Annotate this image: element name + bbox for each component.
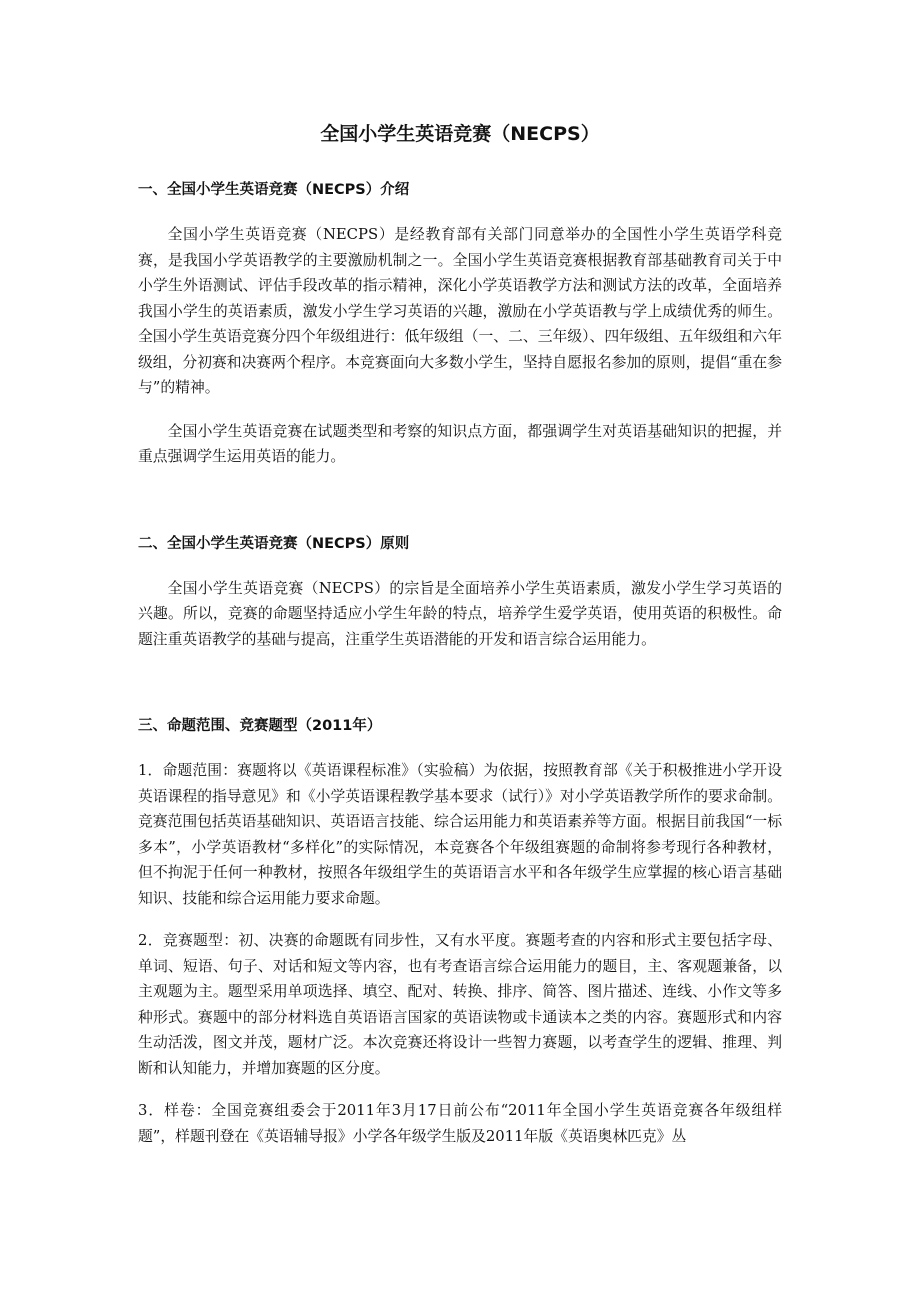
paragraph-spacer — [138, 911, 782, 928]
section-heading-principles: 二、全国小学生英语竞赛（NECPS）原则 — [138, 535, 410, 552]
scope-paragraph: 1．命题范围：赛题将以《英语课程标准》（实验稿）为依据，按照教育部《关于积极推进小学开设英语课程的指导意见》和《小学英语课程教学基本要求（试行）》对小学英语教学所作的要求命制。竞赛范围包括英语基础知识、英语语言技能、综合运用能力和英语素养等方面。根据目前我国“一标多本”，小学英语教材“多样化”的实际情况，本竞赛各个年级组赛题的命制将参考现行各种教材，但不拘泥于任何一种教材，按照各年级组学生的英语语言水平和各年级学生应掌握的核心语言基础知识、技能和综合运用能力要求命题。 — [138, 762, 782, 907]
intro-paragraph-1: 全国小学生英语竞赛（NECPS）是经教育部有关部门同意举办的全国性小学生英语学科竞赛，是我国小学英语教学的主要激励机制之一。全国小学生英语竞赛根据教育部基础教育司关于中小学生外语测试、评估手段改革的指示精神，深化小学英语教学方法和测试方法的改革，全面培养我国小学生的英语素质，激发小学生学习英语的兴趣，激励在小学英语教与学上成绩优秀的师生。全国小学生英语竞赛分四个年级组进行：低年级组（一、二、三年级）、四年级组、五年级组和六年级组，分初赛和决赛两个程序。本竞赛面向大多数小学生，坚持自愿报名参加的原则，提倡“重在参与”的精神。 — [138, 226, 782, 396]
principles-paragraph: 全国小学生英语竞赛（NECPS）的宗旨是全面培养小学生英语素质，激发小学生学习英语的兴趣。所以，竞赛的命题坚持适应小学生年龄的特点，培养学生爱学英语，使用英语的积极性。命题注重英语教学的基础与提高，注重学生英语潜能的开发和语言综合运用能力。 — [138, 579, 782, 648]
paragraph-spacer — [138, 401, 782, 419]
section-spacer — [138, 470, 782, 532]
paragraph-spacer — [138, 1081, 782, 1098]
section-heading-introduction: 一、全国小学生英语竞赛（NECPS）介绍 — [138, 182, 410, 198]
intro-paragraph-2: 全国小学生英语竞赛在试题类型和考察的知识点方面，都强调学生对英语基础知识的把握，并重点强调学生运用英语的能力。 — [138, 422, 782, 465]
question-types-paragraph: 2．竞赛题型：初、决赛的命题既有同步性，又有水平度。赛题考查的内容和形式主要包括字母、单词、短语、句子、对话和短文等内容，也有考查语言综合运用能力的题目，主、客观题兼备，以主观题为主。题型采用单项选择、填空、配对、转换、排序、简答、图片描述、连线、小作文等多种形式。赛题中的部分材料选自英语语言国家的英语读物或卡通读本之类的内容。赛题形式和内容生动活泼，图文并茂，题材广泛。本次竞赛还将设计一些智力赛题，以考查学生的逻辑、推理、判断和认知能力，并增加赛题的区分度。 — [138, 932, 782, 1077]
section-spacer — [138, 652, 782, 714]
sample-paper-paragraph: 3．样卷：全国竞赛组委会于2011年3月17日前公布“2011年全国小学生英语竞赛各年级组样题”，样题刊登在《英语辅导报》小学各年级学生版及2011年版《英语奥林匹克》丛 — [138, 1102, 782, 1145]
section-heading-scope-and-types: 三、命题范围、竞赛题型（2011年） — [138, 718, 382, 734]
document-title: 全国小学生英语竞赛（NECPS） — [320, 123, 600, 145]
